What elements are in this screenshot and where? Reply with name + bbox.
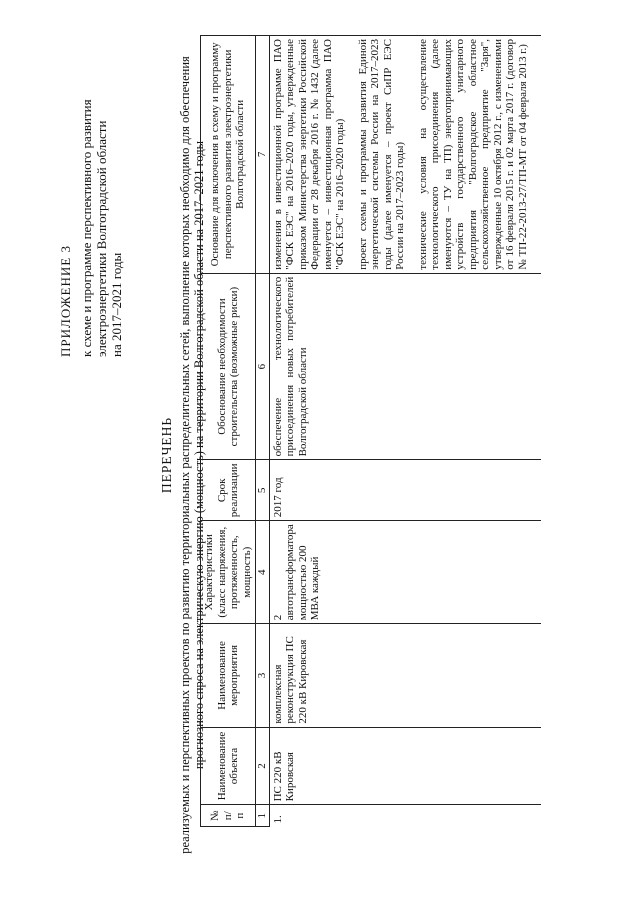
basis-paragraph-1: изменения в инвестиционной программе ПАО "ФСК ЕЭС" на 2016–2020 годы, утвержденные приказом Министерства энергетики Российской Федерации от 28 декабря 2016 г. № 1432 (далее именуется – инвестиционная программа ПАО "ФСК ЕЭС" на 2016–2020 годы) <box>271 39 346 270</box>
appendix-title: ПРИЛОЖЕНИЕ 3 <box>58 245 73 357</box>
col-number: 5 <box>256 460 270 521</box>
table-header-row <box>201 36 256 827</box>
table-row <box>269 36 541 827</box>
document-subtitle-2: прогнозного спроса на электрическую энергию (мощность) на территории Волгоградской области на 2017–2021 годы <box>192 140 206 770</box>
col-number: 1 <box>256 805 270 827</box>
col-number: 2 <box>256 727 270 805</box>
header-measure: Наименование мероприятия <box>201 624 256 727</box>
column-number-row <box>256 36 270 827</box>
header-term: Срок реализации <box>201 460 256 521</box>
row-term: 2017 год <box>269 460 541 521</box>
row-characteristics: 2 автотрансформатора мощностью 200 МВА каждый <box>269 521 541 624</box>
row-object: ПС 220 кВ Кировская <box>269 727 541 805</box>
row-justification: обеспечение технологического присоединения новых потребителей Волгоградской области <box>269 273 541 460</box>
header-num: № п/п <box>201 805 256 827</box>
header-object: Наименование объекта <box>201 727 256 805</box>
row-num: 1. <box>269 805 541 827</box>
appendix-block <box>58 17 124 357</box>
col-number: 4 <box>256 521 270 624</box>
col-number: 3 <box>256 624 270 727</box>
header-basis: Основание для включения в схему и программу перспективного развития электроэнергетики Волгоградской области <box>201 36 256 274</box>
header-justification: Обоснование необходимости строительства (возможные риски) <box>201 273 256 460</box>
header-characteristics: Характеристики (класс напряжения, протяженность, мощность) <box>201 521 256 624</box>
row-measure: комплексная реконструкция ПС 220 кВ Кировская <box>269 624 541 727</box>
document-title: ПЕРЕЧЕНЬ <box>159 416 174 494</box>
row-basis <box>269 36 541 274</box>
basis-paragraph-2: проект схемы и программы развития Единой энергетической системы России на 2017–2023 годы (далее именуется – проект СиПР ЕЭС России на 2017–2023 годы) <box>356 39 406 270</box>
appendix-line-1: к схеме и программе перспективного развития <box>79 99 94 357</box>
col-number: 7 <box>256 36 270 274</box>
projects-table <box>200 35 541 827</box>
document-subtitle-1: реализуемых и перспективных проектов по развитию территориальных распределительных сетей, выполнение которых необходимо для обеспечения <box>178 56 192 854</box>
basis-paragraph-3: технические условия на осуществление технологического присоединения (далее именуются – ТУ на ТП) энергопринимающих устройств государственного унитарного предприятия "Волгоградское областное сельскохозяйственное предприятие "Заря", утвержденные 10 октября 2012 г., с изменениями от 16 февраля 2015 г. и 02 марта 2017 г. (договор № ТП-22-2013-27/ТП-МТ от 04 февраля 2013 г.) <box>416 39 529 270</box>
appendix-line-3: на 2017–2021 годы <box>109 252 124 357</box>
col-number: 6 <box>256 273 270 460</box>
appendix-line-2: электроэнергетики Волгоградской области <box>94 120 109 357</box>
